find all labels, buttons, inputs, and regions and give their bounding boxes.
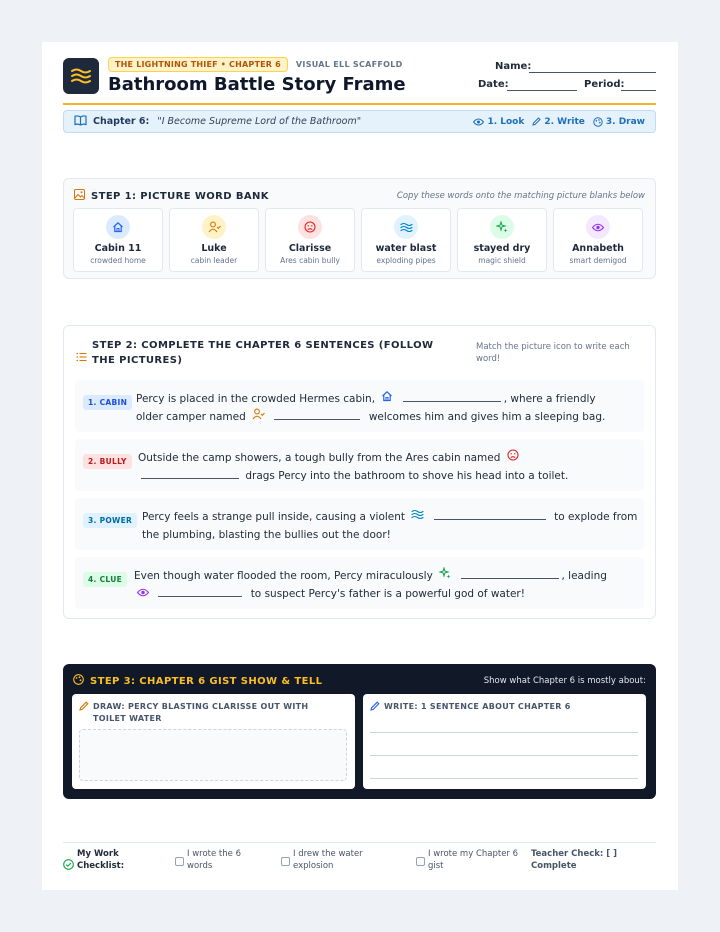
checklist-checkbox[interactable] xyxy=(281,857,290,866)
word-card xyxy=(73,208,163,272)
write-label: WRITE: 1 SENTENCE ABOUT CHAPTER 6 xyxy=(384,702,571,711)
word-term: water blast xyxy=(375,243,437,254)
sentence-bully xyxy=(75,439,644,491)
pencil-icon xyxy=(79,701,89,725)
step3-title: STEP 3: CHAPTER 6 GIST SHOW & TELL xyxy=(90,675,323,687)
person-icon xyxy=(252,408,265,426)
period-label: Period: xyxy=(584,79,625,90)
blank-stayed-dry[interactable] xyxy=(461,569,559,579)
blank-annabeth[interactable] xyxy=(158,587,242,597)
check-circle-icon xyxy=(63,855,74,874)
frown-icon xyxy=(298,215,322,239)
worksheet-page xyxy=(42,42,678,890)
step-write: 2. Write xyxy=(532,117,585,127)
step1-title: STEP 1: PICTURE WORD BANK xyxy=(91,190,269,202)
word-card xyxy=(361,208,451,272)
tag-clue: 4. CLUE xyxy=(83,572,127,587)
word-card xyxy=(457,208,547,272)
word-term: Cabin 11 xyxy=(94,243,142,254)
book-chapter-badge: THE LIGHTNING THIEF • CHAPTER 6 xyxy=(108,57,288,72)
word-hint: Ares cabin bully xyxy=(280,256,340,265)
blank-clarisse[interactable] xyxy=(141,469,239,479)
steps-nav xyxy=(473,117,645,127)
word-card xyxy=(169,208,259,272)
name-label: Name: xyxy=(495,61,532,72)
house-icon xyxy=(106,215,130,239)
sentence-text: Percy feels a strange pull inside, causing a violent xyxy=(142,511,406,523)
sentence-cabin xyxy=(75,380,644,432)
chapter-label: Chapter 6: xyxy=(93,116,150,127)
step1-note: Copy these words onto the matching picture blanks below xyxy=(396,191,645,201)
word-hint: smart demigod xyxy=(569,256,627,265)
step2-note: Match the picture icon to write each word! xyxy=(476,342,630,364)
frown-icon xyxy=(507,449,519,467)
tag-bully: 2. BULLY xyxy=(83,454,132,469)
waves-icon xyxy=(411,508,424,526)
sentence-text: drags Percy into the bathroom to shove his head into a toilet. xyxy=(245,470,569,482)
word-hint: crowded home xyxy=(90,256,146,265)
chapter-title: "I Become Supreme Lord of the Bathroom" xyxy=(157,116,362,127)
eye-icon xyxy=(473,118,484,126)
palette-icon xyxy=(593,117,603,127)
sentence-text: Percy is placed in the crowded Hermes cabin, xyxy=(136,393,376,405)
checklist-item: I drew the water explosion xyxy=(293,849,363,871)
writing-line[interactable] xyxy=(370,732,638,733)
sentence-clue xyxy=(75,557,644,609)
person-icon xyxy=(202,215,226,239)
sparkle-icon xyxy=(439,567,451,585)
blank-cabin[interactable] xyxy=(403,392,501,402)
image-icon xyxy=(74,189,85,203)
step2-title: STEP 2: COMPLETE THE CHAPTER 6 SENTENCES (FOLLOW THE PICTURES) xyxy=(92,340,434,366)
writing-line[interactable] xyxy=(370,755,638,756)
waves-icon xyxy=(394,215,418,239)
palette-icon xyxy=(73,674,84,688)
word-card xyxy=(553,208,643,272)
open-book-icon xyxy=(74,115,87,129)
word-card xyxy=(265,208,355,272)
word-term: Clarisse xyxy=(288,243,332,254)
blank-luke[interactable] xyxy=(274,410,360,420)
write-panel xyxy=(363,694,646,789)
word-hint: magic shield xyxy=(478,256,526,265)
name-field[interactable] xyxy=(529,72,656,73)
word-bank-section xyxy=(63,178,656,279)
word-bank xyxy=(73,208,643,272)
checklist-item: I wrote my Chapter 6 gist xyxy=(428,849,519,871)
checklist-checkbox[interactable] xyxy=(175,857,184,866)
sentence-text: to explode from the plumbing, blasting the bullies out the door! xyxy=(142,511,638,541)
word-term: Annabeth xyxy=(572,243,624,254)
tag-power: 3. POWER xyxy=(83,513,137,528)
eye-icon xyxy=(137,585,149,603)
writing-line[interactable] xyxy=(370,778,638,779)
word-term: Luke xyxy=(201,243,227,254)
footer-divider xyxy=(63,842,656,843)
pencil-icon xyxy=(532,117,541,126)
checklist-item: I wrote the 6 words xyxy=(187,849,241,871)
gist-section xyxy=(63,664,656,799)
waves-logo-icon xyxy=(63,58,99,94)
sentences-section xyxy=(63,325,656,619)
blank-water-blast[interactable] xyxy=(434,510,546,520)
step-look: 1. Look xyxy=(473,117,524,127)
date-label: Date: xyxy=(478,79,509,90)
teacher-check: Teacher Check: [ ] Complete xyxy=(531,849,618,871)
pencil-icon xyxy=(370,701,380,715)
sentence-power xyxy=(75,498,644,550)
step3-note: Show what Chapter 6 is mostly about: xyxy=(483,676,646,686)
date-field[interactable] xyxy=(507,90,577,91)
eye-icon xyxy=(586,215,610,239)
sentence-text: welcomes him and gives him a sleeping bag. xyxy=(368,411,606,423)
step-draw: 3. Draw xyxy=(593,117,645,127)
house-icon xyxy=(381,390,393,408)
sentence-text: Outside the camp showers, a tough bully from the Ares cabin named xyxy=(138,452,501,464)
word-hint: cabin leader xyxy=(190,256,238,265)
checklist-title: My Work Checklist: xyxy=(77,849,125,871)
word-term: stayed dry xyxy=(473,243,531,254)
sentence-text: , leading xyxy=(561,570,607,582)
page-title: Bathroom Battle Story Frame xyxy=(108,74,406,95)
chapter-bar xyxy=(63,110,656,133)
period-field[interactable] xyxy=(621,90,656,91)
drawing-area[interactable] xyxy=(79,729,347,781)
list-icon xyxy=(76,347,87,366)
word-hint: exploding pipes xyxy=(376,256,436,265)
sentence-text: to suspect Percy's father is a powerful god of water! xyxy=(250,588,525,600)
checklist-checkbox[interactable] xyxy=(416,857,425,866)
sparkle-icon xyxy=(490,215,514,239)
scaffold-label: VISUAL ELL SCAFFOLD xyxy=(295,60,403,69)
draw-label: DRAW: PERCY BLASTING CLARISSE OUT WITH TOILET WATER xyxy=(93,702,309,723)
header-divider xyxy=(63,103,656,105)
draw-panel xyxy=(72,694,355,789)
sentence-text: Even though water flooded the room, Percy miraculously xyxy=(134,570,433,582)
tag-cabin: 1. CABIN xyxy=(83,395,132,410)
sentence-text: , where a friendly older camper named xyxy=(136,393,596,423)
